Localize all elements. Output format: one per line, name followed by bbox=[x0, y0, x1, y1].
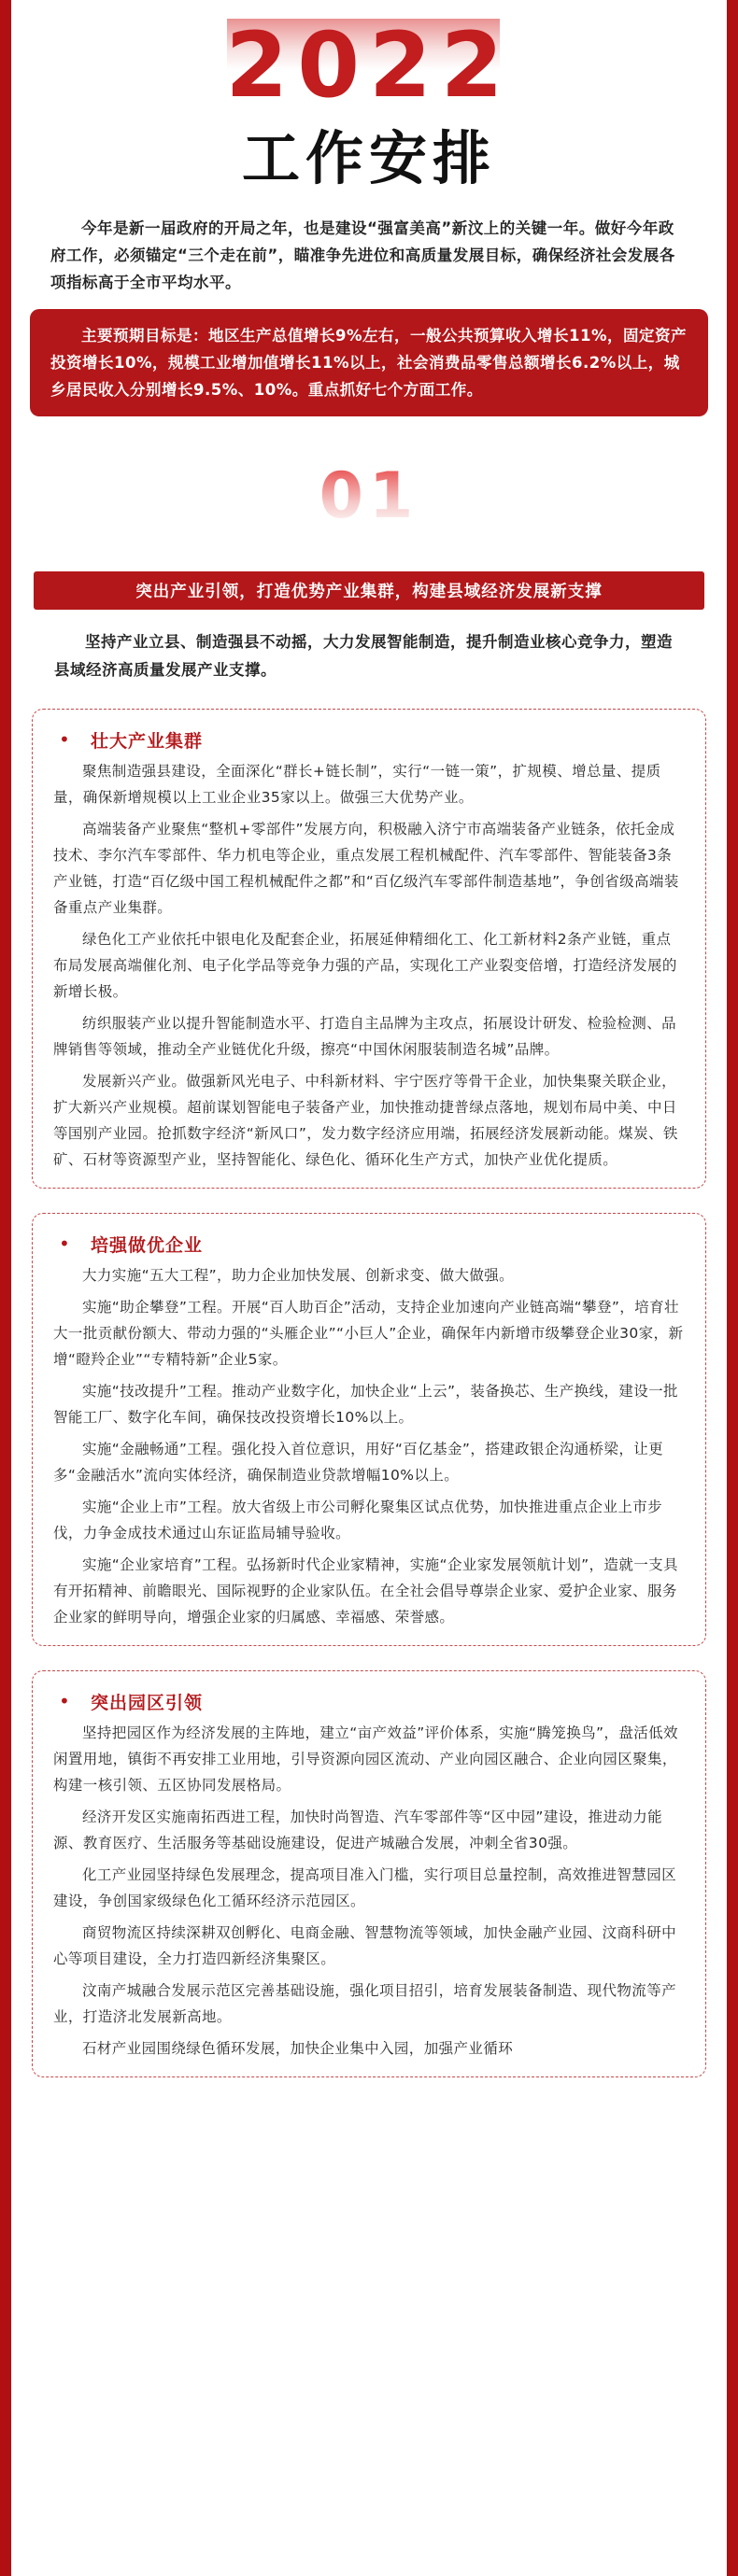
card-heading-row bbox=[53, 1682, 685, 1720]
intro-paragraph: 今年是新一届政府的开局之年，也是建设“强富美高”新汶上的关键一年。做好今年政府工作，必须锚定“三个走在前”，瞄准争先进位和高质量发展目标，确保经济社会发展各项指标高于全市平均水平。 bbox=[50, 219, 675, 291]
bullet-icon: • bbox=[59, 728, 70, 751]
bullet-icon: • bbox=[59, 1232, 70, 1255]
card-paragraph: 石材产业园围绕绿色循环发展，加快企业集中入园，加强产业循环 bbox=[82, 2040, 514, 2057]
card-paragraph: 实施“技改提升”工程。推动产业数字化，加快企业“上云”，装备换芯、生产换线，建设一批智能工厂、数字化车间，确保技改投资增长10%以上。 bbox=[53, 1383, 678, 1426]
card-heading-row bbox=[53, 721, 685, 758]
card-paragraph: 汶南产城融合发展示范区完善基础设施，强化项目招引，培育发展装备制造、现代物流等产业，打造济北发展新高地。 bbox=[53, 1982, 677, 2025]
card-paragraph: 聚焦制造强县建设，全面深化“群长+链长制”，实行“一链一策”，扩规模、增总量、提质量，确保新增规模以上工业企业35家以上。做强三大优势产业。 bbox=[53, 763, 661, 806]
card-paragraph: 实施“企业家培育”工程。弘扬新时代企业家精神，实施“企业家发展领航计划”，造就一支具有开拓精神、前瞻眼光、国际视野的企业家队伍。在全社会倡导尊崇企业家、爱护企业家、服务企业家的鲜明导向，增强企业家的归属感、幸福感、荣誉感。 bbox=[53, 1556, 678, 1626]
page-title: 工作安排 bbox=[241, 124, 496, 192]
section-intro: 坚持产业立县、制造强县不动摇，大力发展智能制造，提升制造业核心竞争力，塑造县域经济高质量发展产业支撑。 bbox=[54, 633, 673, 679]
card-enterprise bbox=[32, 1213, 706, 1646]
goals-box: 主要预期目标是：地区生产总值增长9%左右，一般公共预算收入增长11%，固定资产投资增长10%，规模工业增加值增长11%以上，社会消费品零售总额增长6.2%以上，城乡居民收入分别增长9.5%、10%。重点抓好七个方面工作。 bbox=[30, 309, 708, 416]
card-paragraph: 大力实施“五大工程”，助力企业加快发展、创新求变、做大做强。 bbox=[82, 1267, 515, 1284]
card-paragraph: 高端装备产业聚焦“整机+零部件”发展方向，积极融入济宁市高端装备产业链条，依托金成技术、李尔汽车零部件、华力机电等企业，重点发展工程机械配件、汽车零部件、智能装备3条产业链，打造“百亿级中国工程机械配件之都”和“百亿级汽车零部件制造基地”，争创省级高端装备重点产业集群。 bbox=[53, 821, 679, 916]
card-paragraph: 化工产业园坚持绿色发展理念，提高项目准入门槛，实行项目总量控制，高效推进智慧园区建设，争创国家级绿色化工循环经济示范园区。 bbox=[53, 1866, 677, 1909]
left-red-border bbox=[0, 0, 11, 2576]
section-banner: 突出产业引领，打造优势产业集群，构建县域经济发展新支撑 bbox=[34, 571, 704, 610]
card-paragraph: 实施“助企攀登”工程。开展“百人助百企”活动，支持企业加速向产业链高端“攀登”，培育壮大一批贡献份额大、带动力强的“头雁企业”“小巨人”企业，确保年内新增市级攀登企业30家，新增“瞪羚企业”“专精特新”企业5家。 bbox=[53, 1299, 684, 1368]
card-paragraph: 坚持把园区作为经济发展的主阵地，建立“亩产效益”评价体系，实施“腾笼换鸟”，盘活低效闲置用地，镇街不再安排工业用地，引导资源向园区流动、产业向园区融合、企业向园区聚集，构建一核引领、五区协同发展格局。 bbox=[53, 1724, 678, 1794]
content bbox=[11, 0, 727, 2576]
year-heading: 2022 bbox=[225, 13, 513, 118]
hero bbox=[11, 0, 727, 215]
card-heading: 壮大产业集群 bbox=[91, 730, 204, 752]
card-park bbox=[32, 1670, 706, 2077]
card-paragraph: 商贸物流区持续深耕双创孵化、电商金融、智慧物流等领域，加快金融产业园、汶商科研中心等项目建设，全力打造四新经济集聚区。 bbox=[53, 1924, 677, 1967]
card-paragraph: 绿色化工产业依托中银电化及配套企业，拓展延伸精细化工、化工新材料2条产业链，重点布局发展高端催化剂、电子化学品等竞争力强的产品，实现化工产业裂变倍增，打造经济发展的新增长极。 bbox=[53, 931, 677, 1000]
card-paragraph: 实施“企业上市”工程。放大省级上市公司孵化聚集区试点优势，加快推进重点企业上市步伐，力争金成技术通过山东证监局辅导验收。 bbox=[53, 1499, 663, 1541]
card-heading: 突出园区引领 bbox=[91, 1692, 204, 1713]
card-heading-row bbox=[53, 1225, 685, 1262]
section-number: 01 bbox=[11, 465, 727, 528]
card-paragraph: 经济开发区实施南拓西进工程，加快时尚智造、汽车零部件等“区中园”建设，推进动力能源、教育医疗、生活服务等基础设施建设，促进产城融合发展，冲刺全省30强。 bbox=[53, 1809, 663, 1851]
card-paragraph: 发展新兴产业。做强新风光电子、中科新材料、宇宁医疗等骨干企业，加快集聚关联企业，扩大新兴产业规模。超前谋划智能电子装备产业，加快推动捷普绿点落地，规划布局中美、中日等国别产业园。抢抓数字经济“新风口”，发力数字经济应用端，拓展经济发展新动能。煤炭、铁矿、石材等资源型产业，坚持智能化、绿色化、循环化生产方式，加快产业优化提质。 bbox=[53, 1073, 678, 1168]
bullet-icon: • bbox=[59, 1690, 70, 1712]
card-heading: 培强做优企业 bbox=[91, 1234, 204, 1256]
card-paragraph: 实施“金融畅通”工程。强化投入首位意识，用好“百亿基金”，搭建政银企沟通桥梁，让更多“金融活水”流向实体经济，确保制造业贷款增幅10%以上。 bbox=[53, 1441, 664, 1484]
card-industry-cluster bbox=[32, 709, 706, 1189]
card-paragraph: 纺织服装产业以提升智能制造水平、打造自主品牌为主攻点，拓展设计研发、检验检测、品牌销售等领域，推动全产业链优化升级，擦亮“中国休闲服装制造名城”品牌。 bbox=[53, 1015, 677, 1058]
right-red-border bbox=[727, 0, 738, 2576]
